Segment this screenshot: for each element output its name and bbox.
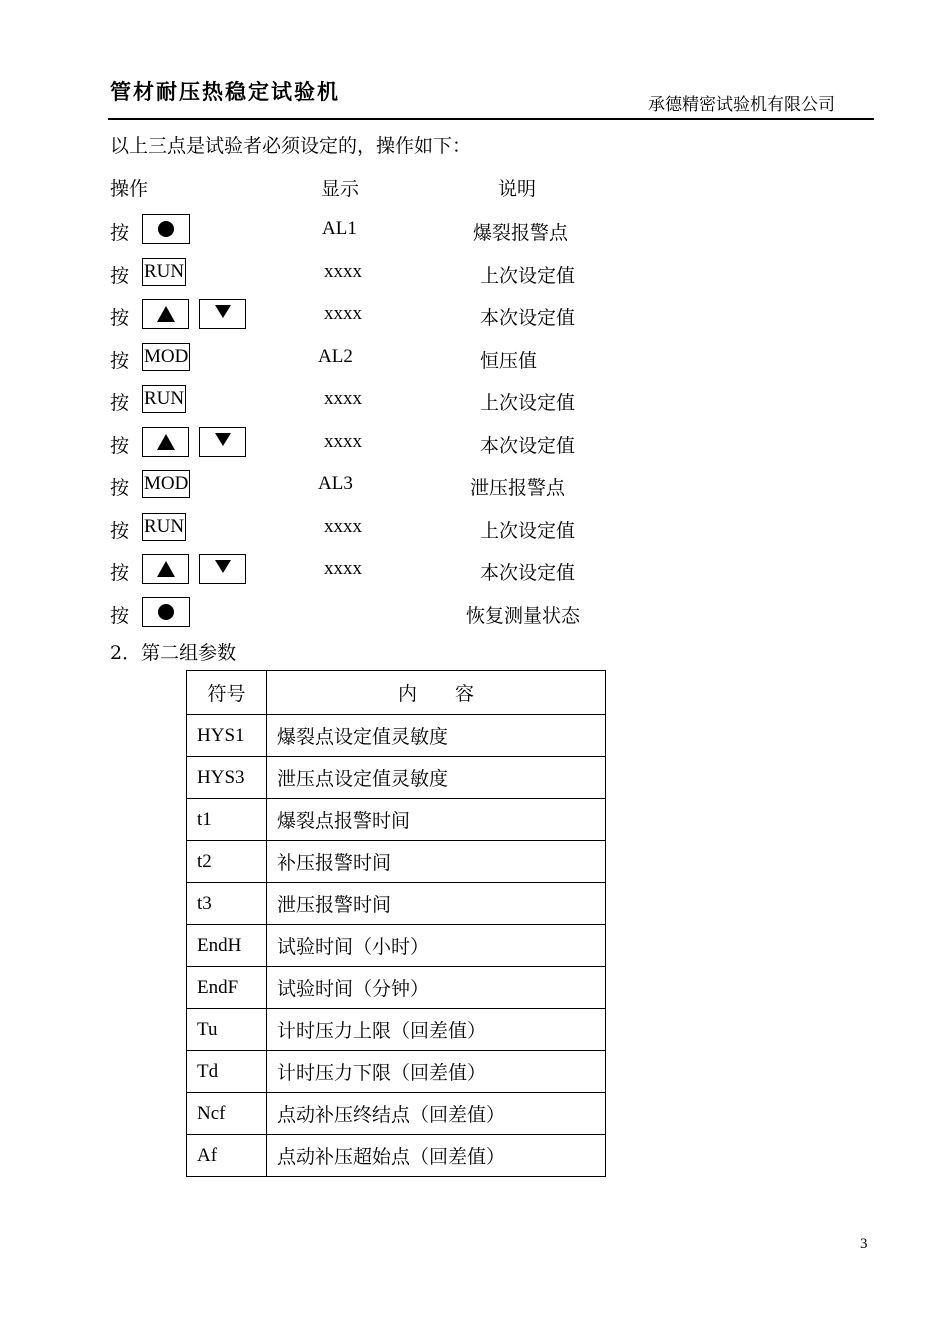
up-arrow-icon <box>157 306 175 322</box>
param-content: 点动补压超始点（回差值） <box>267 1135 606 1177</box>
down-arrow-key-icon <box>199 299 246 329</box>
display-value: xxxx <box>324 558 362 579</box>
press-label: 按 <box>110 605 130 627</box>
run-key: RUN <box>142 258 186 286</box>
table-row <box>187 715 606 757</box>
display-value: xxxx <box>324 303 362 324</box>
page-number: 3 <box>860 1236 868 1252</box>
table-row <box>187 1135 606 1177</box>
dot-icon <box>158 604 174 620</box>
header-symbol: 符号 <box>187 671 267 715</box>
param-symbol: t1 <box>187 799 267 841</box>
table-header-row <box>187 671 606 715</box>
down-arrow-icon <box>215 305 231 318</box>
operation-row <box>110 214 710 248</box>
param-symbol: Tu <box>187 1009 267 1051</box>
param-content: 试验时间（分钟） <box>267 967 606 1009</box>
operation-row <box>110 597 710 631</box>
param-content: 计时压力上限（回差值） <box>267 1009 606 1051</box>
operation-description: 恒压值 <box>480 350 538 372</box>
press-label: 按 <box>110 477 130 499</box>
table-row <box>187 925 606 967</box>
document-title: 管材耐压热稳定试验机 <box>110 80 340 104</box>
table-row <box>187 1051 606 1093</box>
param-symbol: Td <box>187 1051 267 1093</box>
dot-key-icon <box>142 214 190 244</box>
param-content: 爆裂点设定值灵敏度 <box>267 715 606 757</box>
table-row <box>187 841 606 883</box>
param-symbol: Af <box>187 1135 267 1177</box>
down-arrow-icon <box>215 560 231 573</box>
operation-description: 上次设定值 <box>480 392 576 414</box>
up-arrow-key-icon <box>142 427 189 457</box>
operation-description: 上次设定值 <box>480 520 576 542</box>
dot-icon <box>158 221 174 237</box>
press-label: 按 <box>110 562 130 584</box>
table-row <box>187 757 606 799</box>
display-value: AL2 <box>318 346 353 367</box>
column-heading-operation: 操作 <box>110 178 149 200</box>
param-content: 泄压报警时间 <box>267 883 606 925</box>
operation-description: 本次设定值 <box>480 307 576 329</box>
param-symbol: Ncf <box>187 1093 267 1135</box>
down-arrow-icon <box>215 433 231 446</box>
param-symbol: EndF <box>187 967 267 1009</box>
intro-text: 以上三点是试验者必须设定的，操作如下： <box>110 135 472 157</box>
param-symbol: t2 <box>187 841 267 883</box>
operation-description: 本次设定值 <box>480 562 576 584</box>
up-arrow-icon <box>157 434 175 450</box>
param-content: 试验时间（小时） <box>267 925 606 967</box>
press-label: 按 <box>110 435 130 457</box>
up-arrow-icon <box>157 561 175 577</box>
operation-row <box>110 469 710 503</box>
display-value: xxxx <box>324 388 362 409</box>
display-value: xxxx <box>324 431 362 452</box>
operation-row <box>110 299 710 333</box>
up-arrow-key-icon <box>142 299 189 329</box>
param-content: 补压报警时间 <box>267 841 606 883</box>
operation-description: 爆裂报警点 <box>473 222 569 244</box>
param-content: 爆裂点报警时间 <box>267 799 606 841</box>
operation-row <box>110 427 710 461</box>
table-row <box>187 1009 606 1051</box>
table-row <box>187 967 606 1009</box>
param-content: 计时压力下限（回差值） <box>267 1051 606 1093</box>
operation-row <box>110 384 710 418</box>
param-symbol: EndH <box>187 925 267 967</box>
header-content: 内 容 <box>267 671 606 715</box>
down-arrow-key-icon <box>199 554 246 584</box>
press-label: 按 <box>110 520 130 542</box>
section-title: 2．第二组参数 <box>110 642 237 664</box>
operation-description: 本次设定值 <box>480 435 576 457</box>
run-key: RUN <box>142 385 186 413</box>
column-heading-display: 显示 <box>321 178 360 200</box>
display-value: xxxx <box>324 261 362 282</box>
table-row <box>187 883 606 925</box>
parameter-table <box>186 670 606 1177</box>
operation-description: 上次设定值 <box>480 265 576 287</box>
column-heading-description: 说明 <box>498 178 537 200</box>
mod-key: MOD <box>142 470 190 498</box>
display-value: xxxx <box>324 516 362 537</box>
table-row <box>187 799 606 841</box>
run-key: RUN <box>142 513 186 541</box>
table-row <box>187 1093 606 1135</box>
company-name: 承德精密试验机有限公司 <box>648 95 835 115</box>
dot-key-icon <box>142 597 190 627</box>
display-value: AL3 <box>318 473 353 494</box>
display-value: AL1 <box>322 218 357 239</box>
param-symbol: t3 <box>187 883 267 925</box>
header-divider <box>108 118 874 120</box>
press-label: 按 <box>110 392 130 414</box>
down-arrow-key-icon <box>199 427 246 457</box>
operation-row <box>110 257 710 291</box>
press-label: 按 <box>110 265 130 287</box>
operation-row <box>110 342 710 376</box>
operation-description: 泄压报警点 <box>470 477 566 499</box>
param-content: 点动补压终结点（回差值） <box>267 1093 606 1135</box>
param-symbol: HYS3 <box>187 757 267 799</box>
param-symbol: HYS1 <box>187 715 267 757</box>
operation-row <box>110 512 710 546</box>
press-label: 按 <box>110 350 130 372</box>
param-content: 泄压点设定值灵敏度 <box>267 757 606 799</box>
press-label: 按 <box>110 307 130 329</box>
operation-row <box>110 554 710 588</box>
press-label: 按 <box>110 222 130 244</box>
mod-key: MOD <box>142 343 190 371</box>
up-arrow-key-icon <box>142 554 189 584</box>
operation-description: 恢复测量状态 <box>466 605 581 627</box>
